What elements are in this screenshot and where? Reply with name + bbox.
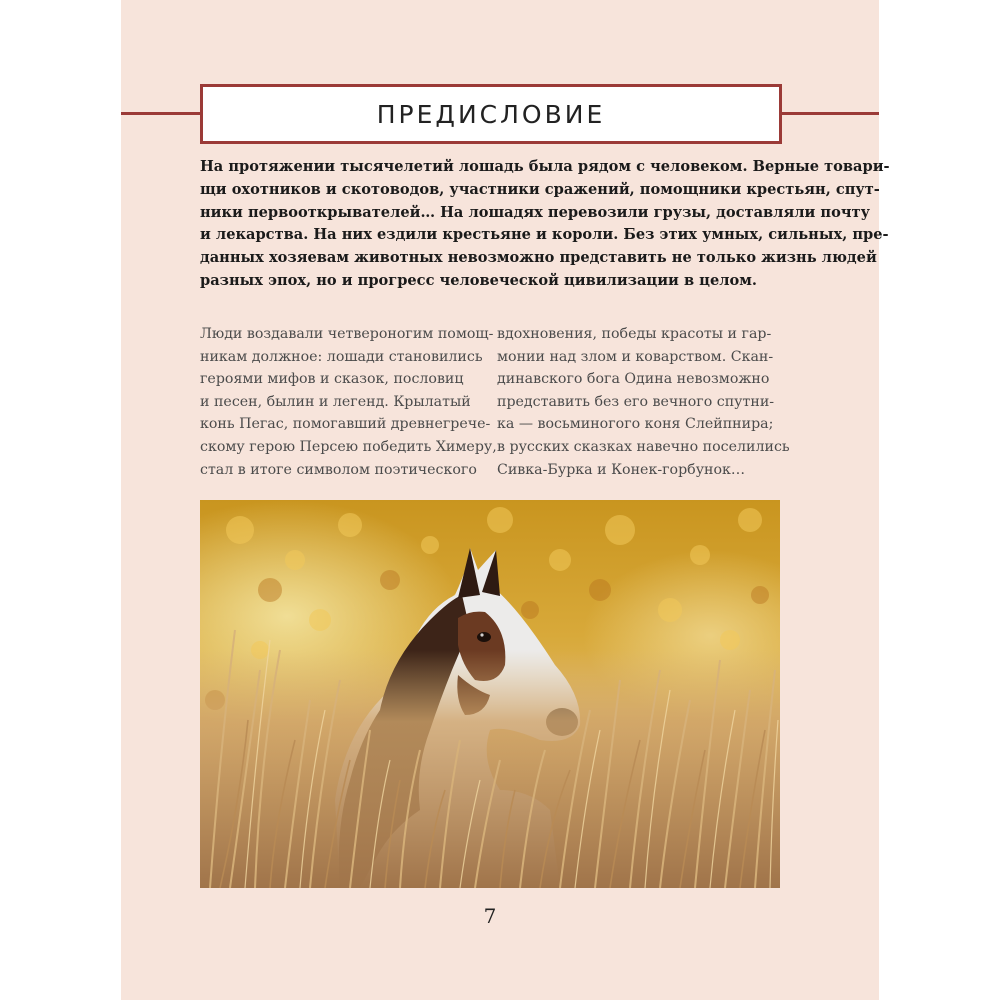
body-line: вдохновения, победы красоты и гар- bbox=[497, 326, 772, 342]
lead-paragraph bbox=[200, 156, 890, 293]
body-line: героями мифов и сказок, пословиц bbox=[200, 371, 464, 388]
horse-photo-illustration bbox=[200, 500, 780, 888]
title-rule-left bbox=[121, 112, 203, 115]
page-number: 7 bbox=[483, 904, 497, 928]
body-line: монии над злом и коварством. Скан- bbox=[497, 348, 774, 365]
lead-line: ники первооткрывателей… На лошадях перевозили грузы, доставляли почту bbox=[200, 203, 870, 221]
body-line: стал в итоге символом поэтического bbox=[200, 461, 477, 478]
body-line: и песен, былин и легенд. Крылатый bbox=[200, 393, 471, 410]
body-line: Люди воздавали четвероногим помощ- bbox=[200, 326, 494, 342]
lead-line: На протяжении тысячелетий лошадь была рядом с человеком. Верные товари- bbox=[200, 158, 890, 175]
body-line: ка — восьминогого коня Слейпнира; bbox=[497, 416, 774, 433]
body-line: никам должное: лошади становились bbox=[200, 348, 483, 365]
body-line: представить без его вечного спутни- bbox=[497, 393, 775, 410]
body-column-left bbox=[200, 323, 497, 481]
body-line: Сивка-Бурка и Конек-горбунок… bbox=[497, 461, 746, 478]
lead-line: щи охотников и скотоводов, участники сражений, помощники крестьян, спут- bbox=[200, 180, 880, 198]
title-rule-right bbox=[777, 112, 879, 115]
horse-photo bbox=[200, 500, 780, 888]
lead-line: данных хозяевам животных невозможно представить не только жизнь людей bbox=[200, 249, 877, 267]
lead-line: и лекарства. На них ездили крестьяне и короли. Без этих умных, сильных, пре- bbox=[200, 226, 889, 244]
body-line: скому герою Персею победить Химеру, bbox=[200, 438, 497, 455]
body-column-right bbox=[497, 323, 790, 481]
lead-line: разных эпох, но и прогресс человеческой цивилизации в целом. bbox=[200, 271, 758, 289]
page-title: ПРЕДИСЛОВИЕ bbox=[376, 99, 606, 129]
body-line: динавского бога Одина невозможно bbox=[497, 371, 770, 388]
title-box bbox=[200, 84, 782, 144]
body-line: конь Пегас, помогавший древнегрече- bbox=[200, 416, 491, 433]
body-line: в русских сказках навечно поселились bbox=[497, 438, 790, 455]
